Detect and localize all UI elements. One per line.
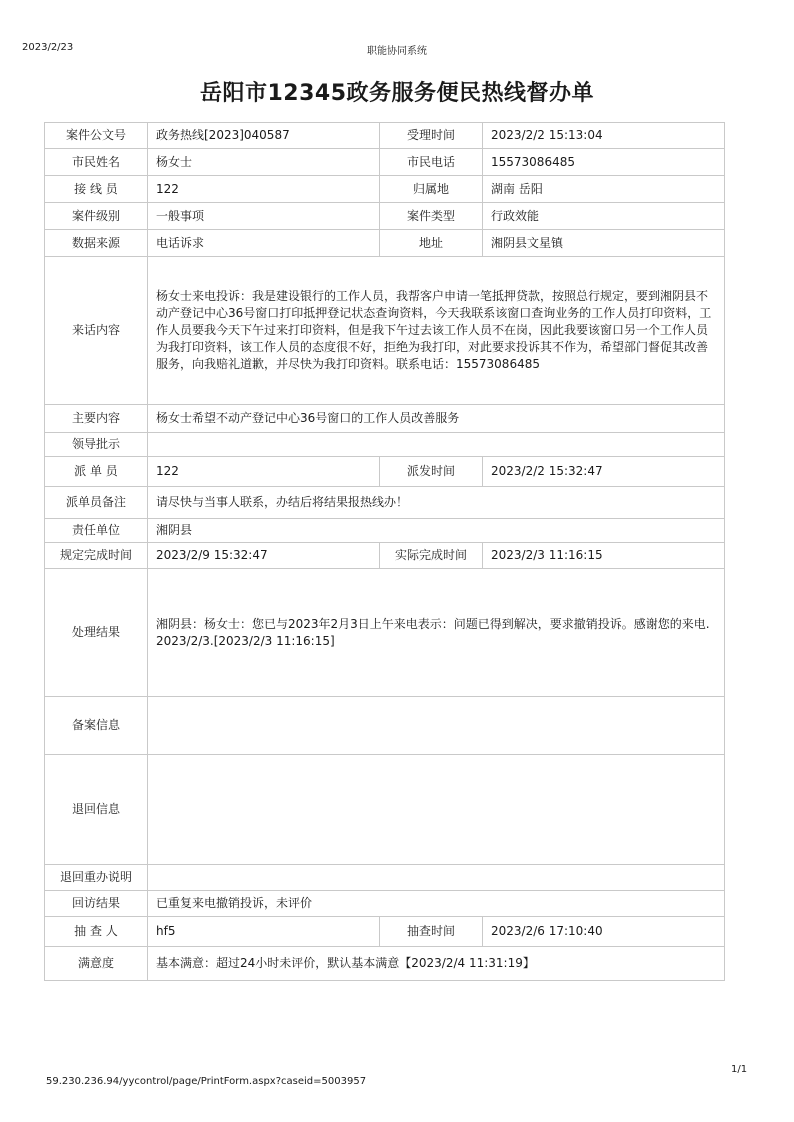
checker-value: hf5 xyxy=(148,917,380,947)
deadline-value: 2023/2/9 15:32:47 xyxy=(148,543,380,569)
main-label: 主要内容 xyxy=(45,405,148,433)
system-name: 职能协同系统 xyxy=(367,46,427,57)
row-satisfaction xyxy=(45,947,725,981)
satisfaction-label: 满意度 xyxy=(45,947,148,981)
row-dispatcher xyxy=(45,457,725,487)
row-rehandle xyxy=(45,865,725,891)
address-value: 湘阴县文星镇 xyxy=(483,230,725,257)
case-no-label: 案件公文号 xyxy=(45,123,148,149)
region-value: 湖南 岳阳 xyxy=(483,176,725,203)
row-source xyxy=(45,230,725,257)
type-value: 行政效能 xyxy=(483,203,725,230)
accept-time-value: 2023/2/2 15:13:04 xyxy=(483,123,725,149)
level-label: 案件级别 xyxy=(45,203,148,230)
region-label: 归属地 xyxy=(380,176,483,203)
dispatcher-note-value: 请尽快与当事人联系，办结后将结果报热线办！ xyxy=(148,487,725,519)
row-return xyxy=(45,755,725,865)
dispatcher-value: 122 xyxy=(148,457,380,487)
unit-value: 湘阴县 xyxy=(148,519,725,543)
row-content xyxy=(45,257,725,405)
page-number: 1/1 xyxy=(731,1064,748,1075)
case-no-value: 政务热线[2023]040587 xyxy=(148,123,380,149)
row-result xyxy=(45,569,725,697)
content-label: 来话内容 xyxy=(45,257,148,405)
check-time-label: 抽查时间 xyxy=(380,917,483,947)
row-main xyxy=(45,405,725,433)
operator-label: 接 线 员 xyxy=(45,176,148,203)
citizen-phone-value: 15573086485 xyxy=(483,149,725,176)
result-value: 湘阴县：杨女士：您已与2023年2月3日上午来电表示：问题已得到解决，要求撤销投诉。感谢您的来电. 2023/2/3.[2023/2/3 11:16:15] xyxy=(148,569,725,697)
main-value: 杨女士希望不动产登记中心36号窗口的工作人员改善服务 xyxy=(148,405,725,433)
unit-label: 责任单位 xyxy=(45,519,148,543)
address-label: 地址 xyxy=(380,230,483,257)
return-value xyxy=(148,755,725,865)
return-label: 退回信息 xyxy=(45,755,148,865)
content-value: 杨女士来电投诉：我是建设银行的工作人员，我帮客户申请一笔抵押贷款，按照总行规定，要到湘阴县不动产登记中心36号窗口打印抵押登记状态查询资料，今天我联系该窗口查询业务的工作人员打印资料，工作人员要我今天下午过来打印资料，但是我下午过去该工作人员不在岗，因此我要该窗口另一个工作人员为我打印资料，该工作人员的态度很不好，拒绝为我打印，对此要求投诉其不作为，希望部门督促其改善服务，向我赔礼道歉，并尽快为我打印资料。联系电话：15573086485 xyxy=(148,257,725,405)
dispatcher-note-label: 派单员备注 xyxy=(45,487,148,519)
visit-value: 已重复来电撤销投诉，未评价 xyxy=(148,891,725,917)
dispatch-time-value: 2023/2/2 15:32:47 xyxy=(483,457,725,487)
row-operator xyxy=(45,176,725,203)
dispatcher-label: 派 单 员 xyxy=(45,457,148,487)
accept-time-label: 受理时间 xyxy=(380,123,483,149)
citizen-name-label: 市民姓名 xyxy=(45,149,148,176)
row-record xyxy=(45,697,725,755)
actual-label: 实际完成时间 xyxy=(380,543,483,569)
visit-label: 回访结果 xyxy=(45,891,148,917)
row-visit xyxy=(45,891,725,917)
check-time-value: 2023/2/6 17:10:40 xyxy=(483,917,725,947)
result-label: 处理结果 xyxy=(45,569,148,697)
source-label: 数据来源 xyxy=(45,230,148,257)
satisfaction-value: 基本满意：超过24小时未评价，默认基本满意【2023/2/4 11:31:19】 xyxy=(148,947,725,981)
record-value xyxy=(148,697,725,755)
rehandle-value xyxy=(148,865,725,891)
deadline-label: 规定完成时间 xyxy=(45,543,148,569)
actual-value: 2023/2/3 11:16:15 xyxy=(483,543,725,569)
citizen-phone-label: 市民电话 xyxy=(380,149,483,176)
row-case-no xyxy=(45,123,725,149)
row-dispatcher-note xyxy=(45,487,725,519)
row-checker xyxy=(45,917,725,947)
row-citizen xyxy=(45,149,725,176)
print-url: 59.230.236.94/yycontrol/page/PrintForm.aspx?caseid=5003957 xyxy=(46,1076,367,1087)
row-unit xyxy=(45,519,725,543)
operator-value: 122 xyxy=(148,176,380,203)
row-level xyxy=(45,203,725,230)
dispatch-time-label: 派发时间 xyxy=(380,457,483,487)
print-date: 2023/2/23 xyxy=(22,42,74,53)
level-value: 一般事项 xyxy=(148,203,380,230)
source-value: 电话诉求 xyxy=(148,230,380,257)
supervision-form xyxy=(44,122,725,981)
row-deadline xyxy=(45,543,725,569)
rehandle-label: 退回重办说明 xyxy=(45,865,148,891)
leader-value xyxy=(148,433,725,457)
checker-label: 抽 查 人 xyxy=(45,917,148,947)
citizen-name-value: 杨女士 xyxy=(148,149,380,176)
row-leader xyxy=(45,433,725,457)
record-label: 备案信息 xyxy=(45,697,148,755)
leader-label: 领导批示 xyxy=(45,433,148,457)
document-title: 岳阳市12345政务服务便民热线督办单 xyxy=(199,81,595,106)
type-label: 案件类型 xyxy=(380,203,483,230)
